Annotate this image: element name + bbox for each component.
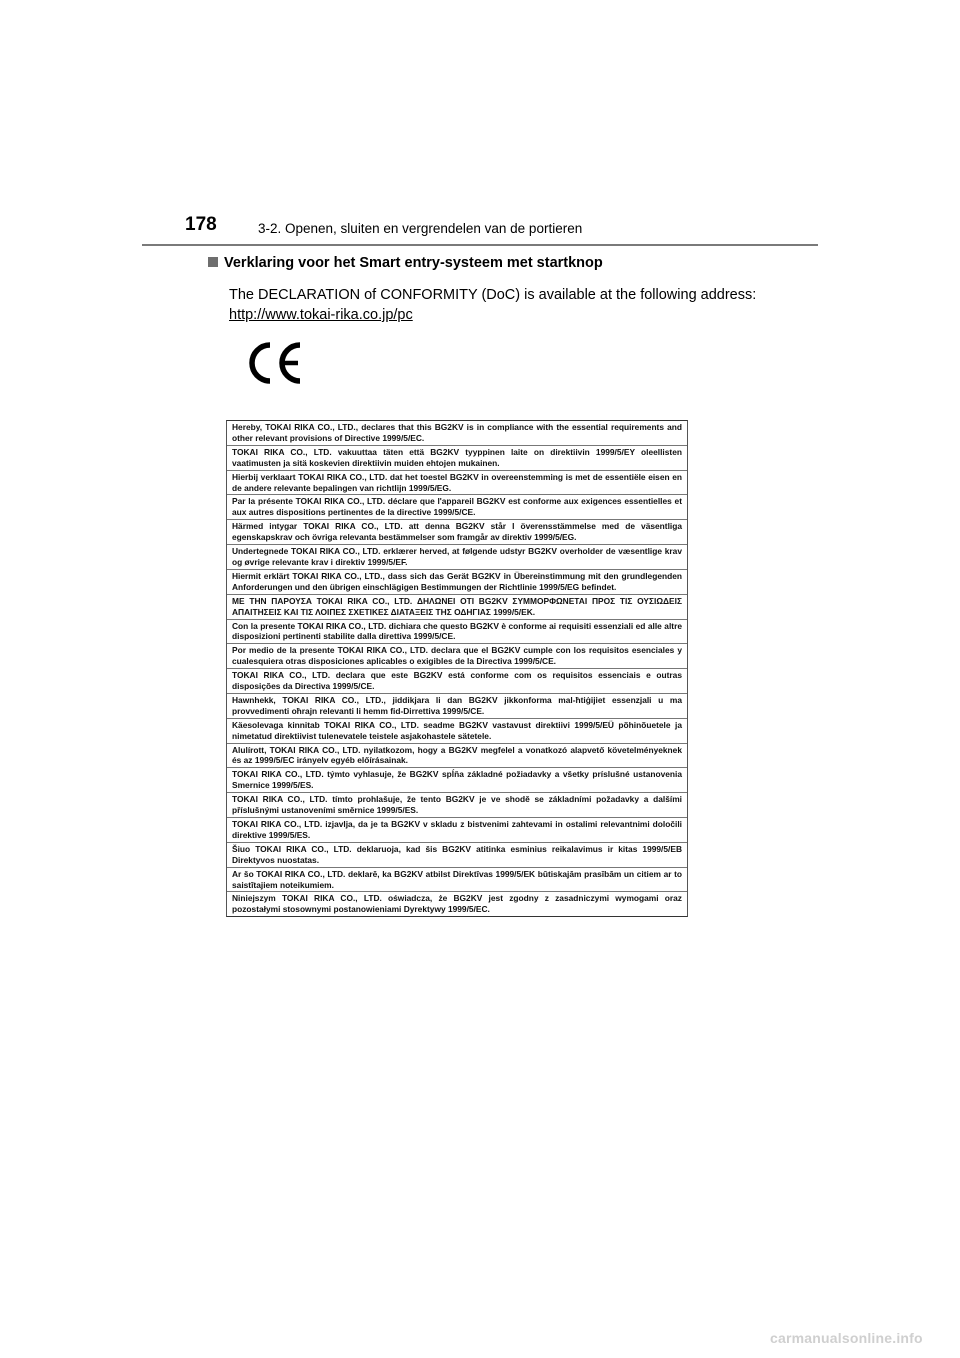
declaration-row: Con la presente TOKAI RIKA CO., LTD. dichiara che questo BG2KV è conforme ai requisiti essenziali ed alle altre disposizioni pertinenti stabilite dalla direttiva 1999/5/CE.: [227, 620, 687, 645]
declaration-row: Hereby, TOKAI RIKA CO., LTD., declares that this BG2KV is in compliance with the essential requirements and other relevant provisions of Directive 1999/5/EC.: [227, 421, 687, 446]
declaration-row: Undertegnede TOKAI RIKA CO., LTD. erklærer herved, at følgende udstyr BG2KV overholder de væsentlige krav og øvrige relevante krav i direktiv 1999/5/EF.: [227, 545, 687, 570]
declaration-row: Šiuo TOKAI RIKA CO., LTD. deklaruoja, kad šis BG2KV atitinka esminius reikalavimus ir kitas 1999/5/EB Direktyvos nuostatas.: [227, 843, 687, 868]
declaration-row: Käesolevaga kinnitab TOKAI RIKA CO., LTD. seadme BG2KV vastavust direktiivi 1999/5/EÜ põhinõuetele ja nimetatud direktiivist tulenevatele teistele asjakohastele sätetele.: [227, 719, 687, 744]
declaration-row: TOKAI RIKA CO., LTD. týmto vyhlasuje, že BG2KV spĺňa základné požiadavky a všetky príslušné ustanovenia Smernice 1999/5/ES.: [227, 768, 687, 793]
square-bullet-icon: [208, 257, 218, 267]
declaration-row: Ar šo TOKAI RIKA CO., LTD. deklarē, ka BG2KV atbilst Direktīvas 1999/5/EK būtiskajām prasībām un citiem ar to saistītajiem noteikumiem.: [227, 868, 687, 893]
declaration-row: Por medio de la presente TOKAI RIKA CO., LTD. declara que el BG2KV cumple con los requisitos esenciales y cualesquiera otras disposiciones aplicables o exigibles de la Directiva 1999/5/CE.: [227, 644, 687, 669]
footer-watermark: carmanualsonline.info: [770, 1330, 923, 1346]
declarations-table: [226, 420, 688, 917]
declaration-row: Niniejszym TOKAI RIKA CO., LTD. oświadcza, że BG2KV jest zgodny z zasadniczymi wymogami oraz pozostałymi stosownymi postanowieniami Dyrektywy 1999/5/EC.: [232, 893, 682, 915]
declaration-row: Hierbij verklaart TOKAI RIKA CO., LTD. dat het toestel BG2KV in overeenstemming is met de essentiële eisen en de andere relevante bepalingen van richtlijn 1999/5/EG.: [227, 471, 687, 496]
declaration-row: Hawnhekk, TOKAI RIKA CO., LTD., jiddikjara li dan BG2KV jikkonforma mal-ħtiġijiet essenzjali u ma provvedimenti oħrajn relevanti li hemm fid-Dirrettiva 1999/5/CE.: [227, 694, 687, 719]
doc-availability-text: The DECLARATION of CONFORMITY (DoC) is available at the following address:: [229, 287, 757, 303]
chapter-title: 3-2. Openen, sluiten en vergrendelen van de portieren: [258, 221, 583, 236]
declaration-row: Par la présente TOKAI RIKA CO., LTD. déclare que l'appareil BG2KV est conforme aux exigences essentielles et aux autres dispositions pertinentes de la directive 1999/5/CE.: [227, 495, 687, 520]
page-number: 178: [185, 214, 217, 235]
declaration-row: Alulírott, TOKAI RIKA CO., LTD. nyilatkozom, hogy a BG2KV megfelel a vonatkozó alapvető követelményeknek és az 1999/5/EC irányelv egyéb előírásainak.: [227, 744, 687, 769]
declaration-row: TOKAI RIKA CO., LTD. vakuuttaa täten että BG2KV tyyppinen laite on direktiivin 1999/5/EY oleellisten vaatimusten ja sitä koskevien direktiivin muiden ehtojen mukainen.: [227, 446, 687, 471]
ce-mark-icon: [246, 341, 306, 385]
declaration-row: Hiermit erklärt TOKAI RIKA CO., LTD., dass sich das Gerät BG2KV in Übereinstimmung mit den grundlegenden Anforderungen und den übrigen einschlägigen Bestimmungen der Richtlinie 1999/5/EG befindet.: [227, 570, 687, 595]
declaration-row: TOKAI RIKA CO., LTD. tímto prohlašuje, že tento BG2KV je ve shodě se základními požadavky a dalšími příslušnými ustanoveními směrnice 1999/5/ES.: [227, 793, 687, 818]
header-divider: [142, 244, 818, 246]
declaration-row: ΜΕ ΤΗΝ ΠΑΡΟΥΣΑ TOKAI RIKA CO., LTD. ΔΗΛΩΝΕΙ ΟΤΙ BG2KV ΣΥΜΜΟΡΦΩΝΕΤΑΙ ΠΡΟΣ ΤΙΣ ΟΥΣΙΩΔΕΙΣ ΑΠΑΙΤΗΣΕΙΣ ΚΑΙ ΤΙΣ ΛΟΙΠΕΣ ΣΧΕΤΙΚΕΣ ΔΙΑΤΑΞΕΙΣ ΤΗΣ ΟΔΗΓΙΑΣ 1999/5/ΕΚ.: [227, 595, 687, 620]
declaration-row: Härmed intygar TOKAI RIKA CO., LTD. att denna BG2KV står I överensstämmelse med de väsentliga egenskapskrav och övriga relevanta bestämmelser som framgår av direktiv 1999/5/EG.: [227, 520, 687, 545]
section-heading: [208, 255, 603, 271]
page-header: [185, 214, 815, 240]
declaration-row: TOKAI RIKA CO., LTD. izjavlja, da je ta BG2KV v skladu z bistvenimi zahtevami in ostalimi relevantnimi določili direktive 1999/5/ES.: [227, 818, 687, 843]
section-title: Verklaring voor het Smart entry-systeem met startknop: [224, 255, 603, 271]
declaration-row: TOKAI RIKA CO., LTD. declara que este BG2KV está conforme com os requisitos essenciais e outras disposições da Directiva 1999/5/CE.: [227, 669, 687, 694]
doc-url-link[interactable]: http://www.tokai-rika.co.jp/pc: [229, 307, 413, 323]
